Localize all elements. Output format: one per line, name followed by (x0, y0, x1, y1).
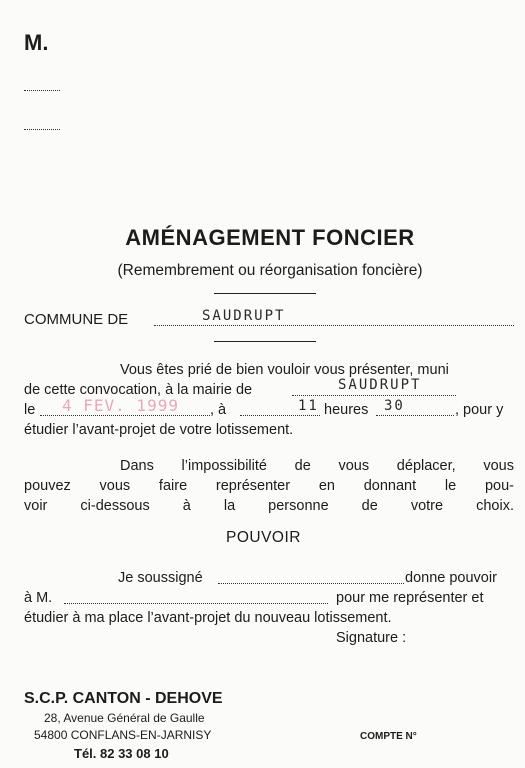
footer-address-1: 28, Avenue Général de Gaulle (44, 711, 205, 725)
document-subtitle: (Remembrement ou réorganisation foncière) (117, 262, 423, 279)
date-label: le (24, 402, 36, 418)
pouvoir-representer-label: pour me représenter et (336, 590, 484, 606)
mairie-line (292, 395, 456, 396)
minute-handwritten: 30 (384, 398, 405, 414)
recipient-salutation: M. (24, 30, 49, 55)
title-rule-top (214, 293, 316, 294)
heures-label: heures (324, 402, 369, 418)
date-line (40, 415, 210, 416)
recipient-name-line (24, 90, 60, 91)
commune-handwritten: SAUDRUPT (202, 308, 286, 324)
pouvoir-heading: POUVOIR (226, 529, 301, 546)
convocation-line-1: Vous êtes prié de bien vouloir vous présenter, muni (120, 362, 449, 378)
hour-line (240, 415, 320, 416)
recipient-address-line (24, 129, 60, 130)
hour-handwritten: 11 (298, 398, 319, 414)
footer-address-2: 54800 CONFLANS-EN-JARNISY (34, 728, 212, 742)
impossibility-line-1: Dans l’impossibilité de vous déplacer, vous (120, 458, 514, 474)
title-rule-bottom (214, 341, 316, 342)
pouvoir-a-m-label: à M. (24, 590, 53, 606)
footer-company: S.C.P. CANTON - DEHOVE (24, 690, 223, 707)
compte-label: COMPTE N° (360, 731, 417, 742)
convocation-line-2: de cette convocation, à la mairie de (24, 382, 253, 398)
time-a-label: , à (210, 402, 227, 418)
convocation-line-4: étudier l’avant-projet de votre lotissement. (24, 422, 294, 438)
date-stamp: 4 FEV. 1999 (62, 396, 179, 415)
impossibility-line-3: voir ci-dessous à la personne de votre choix. (24, 498, 514, 514)
pour-y-label: , pour y (455, 402, 504, 418)
mandataire-line (64, 603, 328, 604)
pouvoir-line-3: étudier à ma place l’avant-projet du nouveau lotissement. (24, 610, 392, 626)
impossibility-line-2: pouvez vous faire représenter en donnant le pou- (24, 478, 514, 494)
footer-phone: Tél. 82 33 08 10 (74, 746, 169, 761)
commune-label: COMMUNE DE (24, 311, 129, 328)
commune-line (154, 325, 514, 326)
pouvoir-donne-label: donne pouvoir (405, 570, 497, 586)
signature-label: Signature : (336, 630, 407, 646)
soussigne-line (218, 583, 404, 584)
pouvoir-soussigne-label: Je soussigné (118, 570, 203, 586)
minute-line (376, 415, 454, 416)
document-title: AMÉNAGEMENT FONCIER (125, 225, 415, 250)
mairie-handwritten: SAUDRUPT (338, 377, 422, 393)
